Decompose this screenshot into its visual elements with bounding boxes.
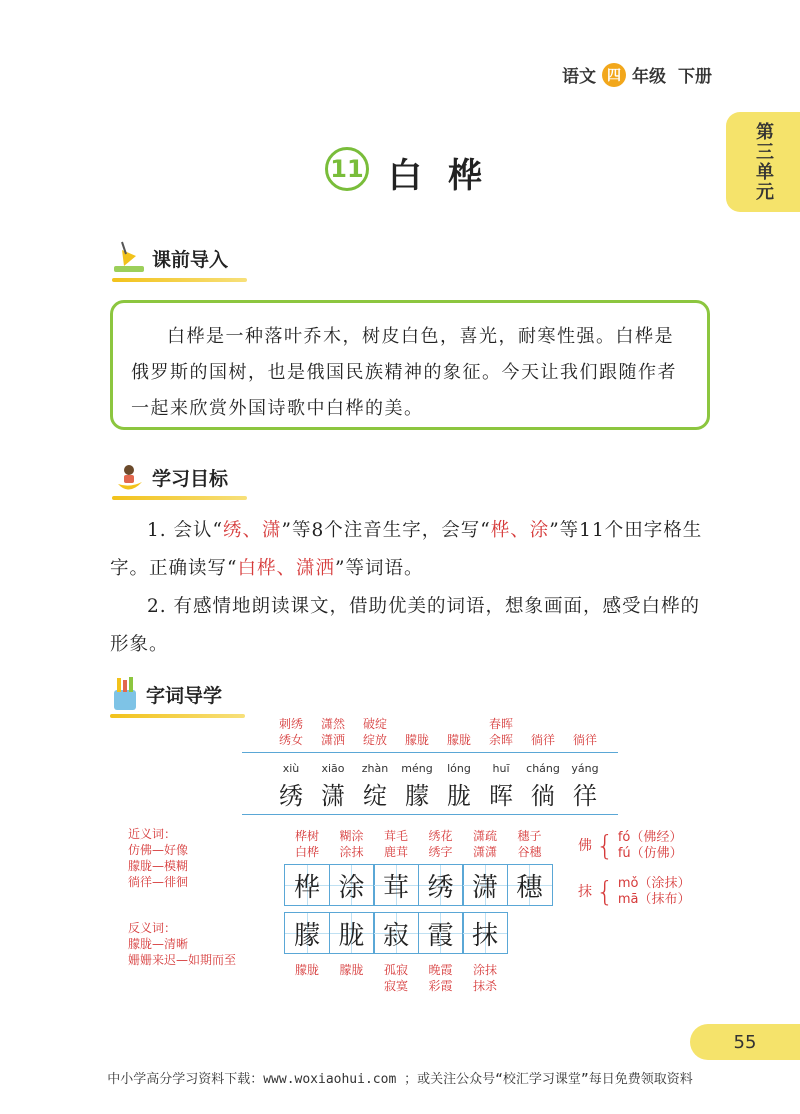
word-bottom: 朦胧 (404, 733, 429, 747)
grade-badge: 四 (602, 63, 626, 87)
footer-text: 中小学高分学习资料下载：www.woxiaohui.com ；或关注公众号“校汇学习课堂”每日免费领取资料 (107, 1072, 693, 1087)
word-top: 潇疏 (472, 829, 497, 843)
vocab-underline (110, 714, 245, 718)
read-char: 朦 (405, 782, 429, 810)
polyphone-mo (578, 876, 690, 908)
pencil-cup-icon (110, 676, 140, 712)
write-char-box: 霞 (418, 912, 464, 954)
polyphone-reading: fú（仿佛） (617, 846, 683, 861)
word-bottom: 余晖 (488, 733, 513, 747)
word-bottom: 彩霞 (428, 979, 453, 993)
pinyin: méng (401, 762, 433, 775)
pinyin: xiù (282, 762, 300, 775)
word-top: 潇然 (320, 717, 345, 731)
pinyin: huī (492, 762, 510, 775)
write-char-box: 寂 (373, 912, 419, 954)
write-char-box: 朦 (284, 912, 330, 954)
word-bottom: 鹿茸 (383, 845, 408, 859)
polyphone-reading: mā（抹布） (617, 892, 691, 907)
pinyin-row (270, 762, 606, 775)
word-top: 茸毛 (383, 829, 408, 843)
word-bottom: 绣字 (428, 845, 453, 859)
word-bottom: 白桦 (294, 845, 319, 859)
polyphone-char: 佛 (578, 838, 592, 854)
synonym-item: 朦胧—模糊 (128, 859, 189, 873)
write-char-box: 胧 (329, 912, 375, 954)
read-char: 绽 (363, 782, 387, 810)
word-bottom: 抹杀 (472, 979, 497, 993)
intro-title: 课前导入 (152, 248, 229, 271)
synonyms-title: 近义词： (128, 827, 177, 841)
write-char-box: 涂 (329, 864, 375, 906)
intro-heading (112, 240, 228, 276)
pinyin: yáng (571, 762, 599, 775)
write-char-box: 穗 (507, 864, 553, 906)
word-bottom: 绣女 (278, 733, 303, 747)
read-char: 徉 (573, 782, 597, 810)
brace-icon: { (596, 829, 614, 862)
vocab-title: 字词导学 (146, 684, 223, 707)
pinyin: lóng (447, 762, 471, 775)
read-line-top (242, 752, 618, 753)
read-char: 徜 (531, 782, 555, 810)
word-pair (460, 962, 510, 994)
word-pair (327, 962, 377, 978)
write-char-box: 桦 (284, 864, 330, 906)
goals-heading (112, 460, 228, 494)
word-pair (505, 828, 555, 860)
word-pair (327, 828, 377, 860)
word-top: 破绽 (362, 717, 387, 731)
word-bottom: 潇洒 (320, 733, 345, 747)
pinyin: xiāo (321, 762, 345, 775)
write-char-box: 抹 (462, 912, 508, 954)
word-top: 朦胧 (294, 963, 319, 977)
lesson-number: 11 (325, 147, 369, 191)
vocab-heading (110, 676, 222, 712)
word-top: 涂抹 (472, 963, 497, 977)
write-grid-row2 (284, 912, 507, 954)
goal-2: 2. 有感情地朗读课文，借助优美的词语，想象画面，感受白桦的形象。 (110, 596, 701, 655)
goals-underline (112, 496, 247, 500)
synonym-item: 仿佛—好像 (128, 843, 189, 857)
antonym-item: 姗姗来迟—如期而至 (128, 953, 237, 967)
word-bottom: 涂抹 (339, 845, 364, 859)
write-grid-row1 (284, 864, 551, 906)
write-char-box: 绣 (418, 864, 464, 906)
intro-text: 白桦是一种落叶乔木，树皮白色，喜光，耐寒性强。白桦是俄罗斯的国树，也是俄国民族精神的象征。今天让我们跟随作者一起来欣赏外国诗歌中白桦的美。 (131, 326, 677, 419)
write-char-box: 茸 (373, 864, 419, 906)
read-char: 绣 (279, 782, 303, 810)
antonyms-block (128, 920, 236, 968)
moon-reader-icon (112, 460, 146, 494)
polyphone-char: 抹 (578, 884, 592, 900)
goal-1: 1. 会认“绣、潇”等8个注音生字，会写“桦、涂”等11个田字格生字。正确读写“白桦、潇洒”等词语。 (110, 520, 703, 579)
polyphone-reading: mǒ（涂抹） (617, 876, 691, 891)
word-bottom: 朦胧 (446, 733, 471, 747)
word-pair (416, 828, 466, 860)
synonym-item: 徜徉—徘徊 (128, 875, 189, 889)
word-bottom: 寂寞 (383, 979, 408, 993)
word-pair (416, 962, 466, 994)
goals-title: 学习目标 (152, 467, 229, 490)
word-top: 绣花 (428, 829, 453, 843)
subject-label: 语文 (562, 67, 596, 87)
polyphone-fo (578, 830, 683, 862)
read-chars-row (270, 776, 606, 811)
read-char: 晖 (489, 782, 513, 810)
pinyin: zhàn (361, 762, 389, 775)
brace-icon: { (596, 875, 614, 908)
bell-icon (112, 240, 146, 276)
word-top: 朦胧 (339, 963, 364, 977)
synonyms-block (128, 826, 188, 890)
page-number: 55 (690, 1024, 800, 1060)
word-top: 糊涂 (339, 829, 364, 843)
read-line-bottom (242, 814, 618, 815)
word-bottom: 徜徉 (530, 733, 555, 747)
antonyms-title: 反义词： (128, 921, 177, 935)
word-top: 春晖 (488, 717, 513, 731)
word-top: 晚霞 (428, 963, 453, 977)
read-char: 潇 (321, 782, 345, 810)
word-pair (282, 828, 332, 860)
word-bottom: 徜徉 (572, 733, 597, 747)
pinyin: cháng (526, 762, 560, 775)
lesson-title: 白桦 (388, 156, 508, 196)
word-top: 刺绣 (278, 717, 303, 731)
word-pair (560, 716, 610, 748)
volume-label: 下册 (678, 67, 712, 87)
word-bottom: 谷穗 (517, 845, 542, 859)
intro-underline (112, 278, 247, 282)
word-top: 桦树 (294, 829, 319, 843)
unit-tab: 第三单元 (726, 112, 800, 212)
grade-label: 年级 (632, 67, 666, 87)
word-top (560, 716, 610, 732)
word-pair (460, 828, 510, 860)
word-top: 孤寂 (383, 963, 408, 977)
read-char: 胧 (447, 782, 471, 810)
word-bottom: 潇潇 (472, 845, 497, 859)
word-top: 穗子 (517, 829, 542, 843)
intro-box (110, 300, 710, 430)
word-pair (371, 828, 421, 860)
antonym-item: 朦胧—清晰 (128, 937, 189, 951)
word-bottom: 绽放 (362, 733, 387, 747)
word-pair (282, 962, 332, 978)
word-pair (371, 962, 421, 994)
page-header (562, 62, 712, 87)
write-char-box: 潇 (462, 864, 508, 906)
polyphone-reading: fó（佛经） (617, 830, 683, 845)
